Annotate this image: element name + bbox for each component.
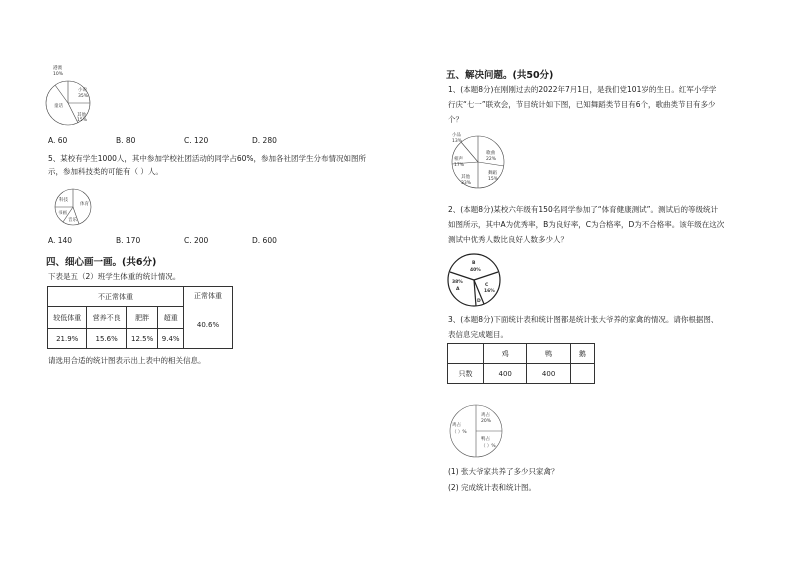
pie3-label-8: 其他 — [461, 175, 470, 180]
pie5-label-0: 鸡占 — [481, 413, 490, 418]
pie4-label-6: D — [477, 299, 481, 304]
pie3-label-9: 33% — [461, 181, 472, 186]
poultry-row-label: 只数 — [448, 364, 484, 384]
q5-line-1: 5、某校有学生1000人，其中参加学校社团活动的同学占60%，参加各社团学生分布情况如图所 — [48, 154, 367, 163]
q5-option-d[interactable]: D. 600 — [252, 236, 277, 245]
pie5-label-5: （ ）% — [481, 444, 496, 449]
table-intro: 下表是五（2）班学生体重的统计情况。 — [48, 272, 181, 281]
q5-line-2: 示，参加科技类的可能有（ ）人。 — [48, 167, 163, 176]
pie-chart-clubs — [49, 187, 99, 227]
weight-normal-value: 40.6% — [196, 321, 220, 329]
weight-normal-cell — [184, 287, 233, 349]
pie4-label-2: A — [456, 287, 460, 292]
q1-line-1: 1、(本题8分)在刚刚过去的2022年7月1日，是我们党101岁的生日。红军小学学 — [448, 85, 717, 94]
q2-line-3: 测试中优秀人数比良好人数多少人？ — [448, 235, 568, 244]
pie1-label-1: 10% — [53, 72, 64, 77]
q5-option-c[interactable]: C. 200 — [184, 236, 209, 245]
pie4-label-3: 38% — [452, 280, 463, 285]
weight-group-normal: 正常体重 — [194, 292, 222, 300]
pie-chart-grades — [446, 252, 506, 308]
q4-option-a[interactable]: A. 60 — [48, 136, 68, 145]
poultry-val-2[interactable] — [570, 364, 594, 384]
pie5-label-3: （ ）% — [452, 430, 467, 435]
q2-line-2: 如图所示，其中A为优秀率，B为良好率，C为合格率，D为不合格率。该年级在这次 — [448, 220, 725, 229]
table-instruction: 请选用合适的统计图表示出上表中的相关信息。 — [48, 356, 206, 365]
q5-option-b[interactable]: B. 170 — [116, 236, 141, 245]
weight-col-0: 较低体重 — [48, 307, 87, 329]
pie-chart-programs — [446, 130, 512, 190]
pie-chart-poultry — [446, 402, 508, 460]
weight-col-2: 肥胖 — [126, 307, 158, 329]
pie-chart-books — [44, 63, 94, 129]
pie5-label-4: 鸭占 — [481, 437, 490, 442]
section-4-title: 四、细心画一画。(共6分) — [46, 257, 157, 268]
poultry-table — [447, 343, 595, 384]
pie3-label-7: 15% — [488, 177, 499, 182]
q1-line-3: 个？ — [448, 115, 463, 124]
pie5-label-2: 鸡占 — [452, 423, 461, 428]
section-5-title: 五、解决问题。(共50分) — [446, 70, 554, 81]
pie1-label-6: 15% — [77, 118, 88, 123]
poultry-val-0: 400 — [484, 364, 527, 384]
weight-val-2: 12.5% — [126, 329, 158, 349]
pie2-label-1: 体育 — [80, 202, 89, 207]
pie3-label-5: 17% — [454, 163, 465, 168]
weight-col-1: 营养不良 — [87, 307, 126, 329]
pie2-label-2: 书画 — [58, 211, 67, 216]
weight-val-3: 9.4% — [158, 329, 184, 349]
pie3-label-1: 13% — [452, 139, 463, 144]
pie1-label-2: 小说 — [78, 88, 87, 93]
weight-val-0: 21.9% — [48, 329, 87, 349]
q3-sub-question-2: (2) 完成统计表和统计图。 — [448, 483, 537, 492]
pie3-label-3: 22% — [486, 157, 497, 162]
pie3-label-2: 歌曲 — [486, 151, 495, 156]
q3-line-2: 表信息完成题目。 — [448, 330, 508, 339]
poultry-header-2: 鸭 — [527, 344, 570, 364]
pie3-label-6: 舞蹈 — [488, 171, 497, 176]
pie2-label-3: 音乐 — [68, 218, 77, 223]
poultry-header-1: 鸡 — [484, 344, 527, 364]
pie3-label-0: 小品 — [452, 133, 461, 138]
q4-option-d[interactable]: D. 280 — [252, 136, 277, 145]
pie5-label-1: 20% — [481, 419, 492, 424]
pie3-label-4: 相声 — [454, 157, 463, 162]
pie2-label-0: 科技 — [59, 198, 68, 203]
q3-sub-question-1: (1) 张大爷家共养了多少只家禽？ — [448, 467, 559, 476]
pie4-label-4: C — [485, 283, 489, 288]
pie1-label-3: 35% — [78, 94, 89, 99]
poultry-header-0 — [448, 344, 484, 364]
pie4-label-1: 40% — [470, 268, 481, 273]
weight-col-3: 超重 — [158, 307, 184, 329]
weight-table — [47, 286, 233, 349]
q5-options — [48, 236, 320, 245]
pie4-label-0: B — [472, 261, 476, 266]
weight-group-abnormal: 不正常体重 — [48, 287, 184, 307]
pie1-label-4: 童话 — [54, 104, 63, 109]
q3-line-1: 3、(本题8分)下面统计表和统计图都是统计张大爷养的家禽的情况。请你根据图、 — [448, 315, 719, 324]
q4-options — [48, 136, 320, 145]
q4-option-c[interactable]: C. 120 — [184, 136, 209, 145]
poultry-header-3: 鹅 — [570, 344, 594, 364]
q5-option-a[interactable]: A. 140 — [48, 236, 73, 245]
q1-line-2: 行庆“七一”联欢会，节目统计如下图，已知舞蹈类节目有6个，歌曲类节目有多少 — [448, 100, 716, 109]
pie1-label-0: 港澳 — [53, 66, 62, 71]
weight-val-1: 15.6% — [87, 329, 126, 349]
q4-option-b[interactable]: B. 80 — [116, 136, 136, 145]
poultry-val-1: 400 — [527, 364, 570, 384]
pie1-label-5: 其他 — [77, 113, 86, 118]
q2-line-1: 2、(本题8分)某校六年级有150名同学参加了“体育健康测试”。测试后的等级统计 — [448, 205, 718, 214]
pie4-label-5: 16% — [484, 289, 495, 294]
